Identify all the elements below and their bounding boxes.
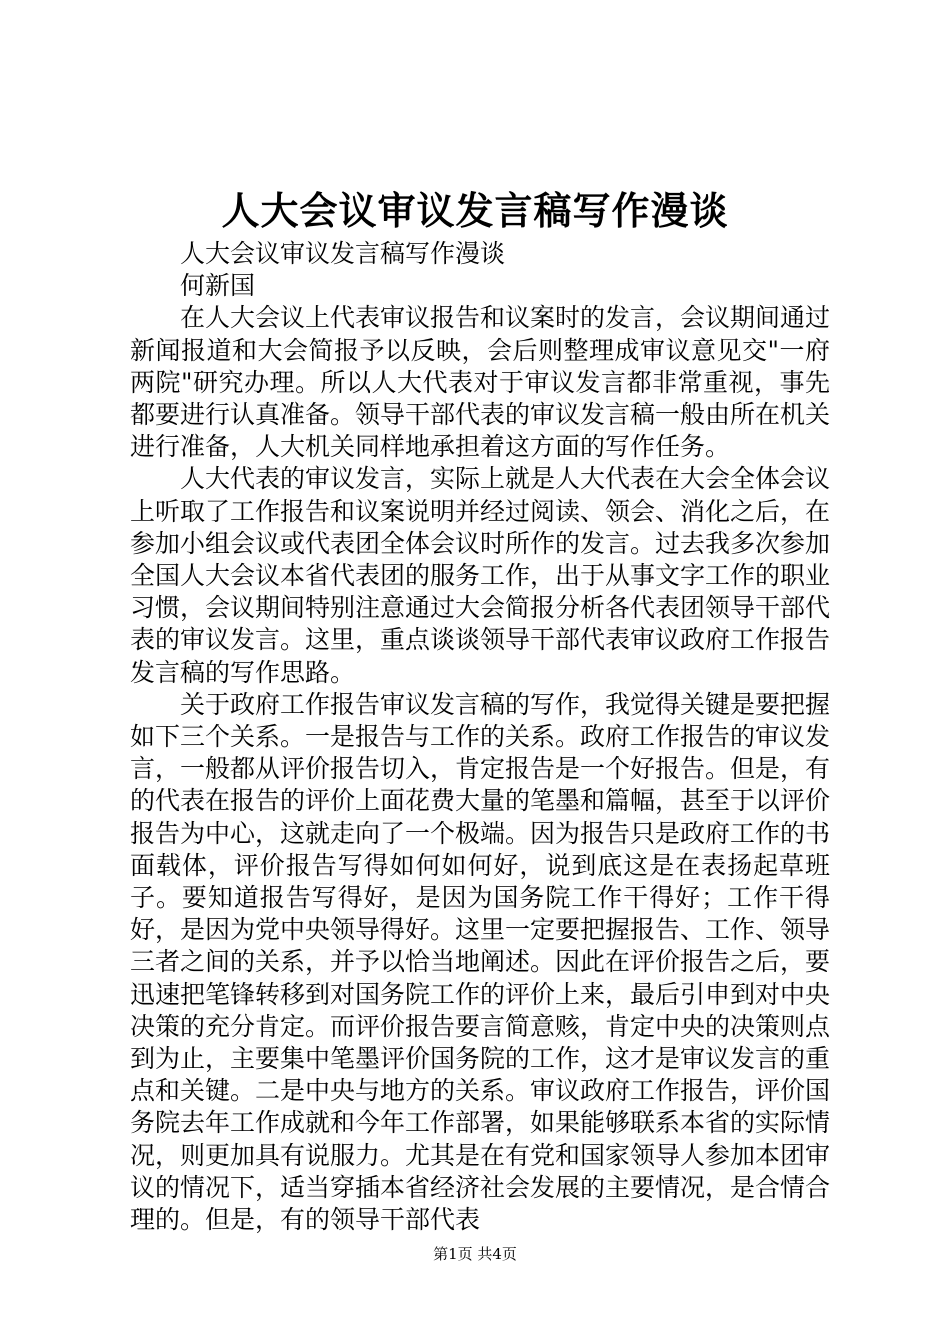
document-subtitle: 人大会议审议发言稿写作漫谈: [180, 239, 506, 268]
document-author: 何新国: [180, 271, 256, 301]
paragraph-1: 在人大会议上代表审议报告和议案时的发言，会议期间通过新闻报道和大会简报予以反映，会后则整理成审议意见交"一府两院"研究办理。所以人大代表对于审议发言都非常重视，事先都要进行认真准备。领导干部代表的审议发言稿一般由所在机关进行准备，人大机关同样地承担着这方面的写作任务。: [130, 303, 831, 462]
paragraph-2: 人大代表的审议发言，实际上就是人大代表在大会全体会议上听取了工作报告和议案说明并经过阅读、领会、消化之后，在参加小组会议或代表团全体会议时所作的发言。过去我多次参加全国人大会议本省代表团的服务工作，出于从事文字工作的职业习惯，会议期间特别注意通过大会简报分析各代表团领导干部代表的审议发言。这里，重点谈谈领导干部代表审议政府工作报告发言稿的写作思路。: [130, 464, 831, 687]
page-number-footer: 第1页 共4页: [433, 1245, 517, 1263]
document-body: [130, 238, 830, 1236]
document-title: 人大会议审议发言稿写作漫谈: [221, 188, 729, 233]
paragraph-3: 关于政府工作报告审议发言稿的写作，我觉得关键是要把握如下三个关系。一是报告与工作的关系。政府工作报告的审议发言，一般都从评价报告切入，肯定报告是一个好报告。但是，有的代表在报告的评价上面花费大量的笔墨和篇幅，甚至于以评价报告为中心，这就走向了一个极端。因为报告只是政府工作的书面载体，评价报告写得如何如何好，说到底这是在表扬起草班子。要知道报告写得好，是因为国务院工作干得好；工作干得好，是因为党中央领导得好。这里一定要把握报告、工作、领导三者之间的关系，并予以恰当地阐述。因此在评价报告之后，要迅速把笔锋转移到对国务院工作的评价上来，最后引申到对中央决策的充分肯定。而评价报告要言简意赅，肯定中央的决策则点到为止，主要集中笔墨评价国务院的工作，这才是审议发言的重点和关键。二是中央与地方的关系。审议政府工作报告，评价国务院去年工作成就和今年工作部署，如果能够联系本省的实际情况，则更加具有说服力。尤其是在有党和国家领导人参加本团审议的情况下，适当穿插本省经济社会发展的主要情况，是合情合理的。但是，有的领导干部代表: [130, 689, 831, 1235]
